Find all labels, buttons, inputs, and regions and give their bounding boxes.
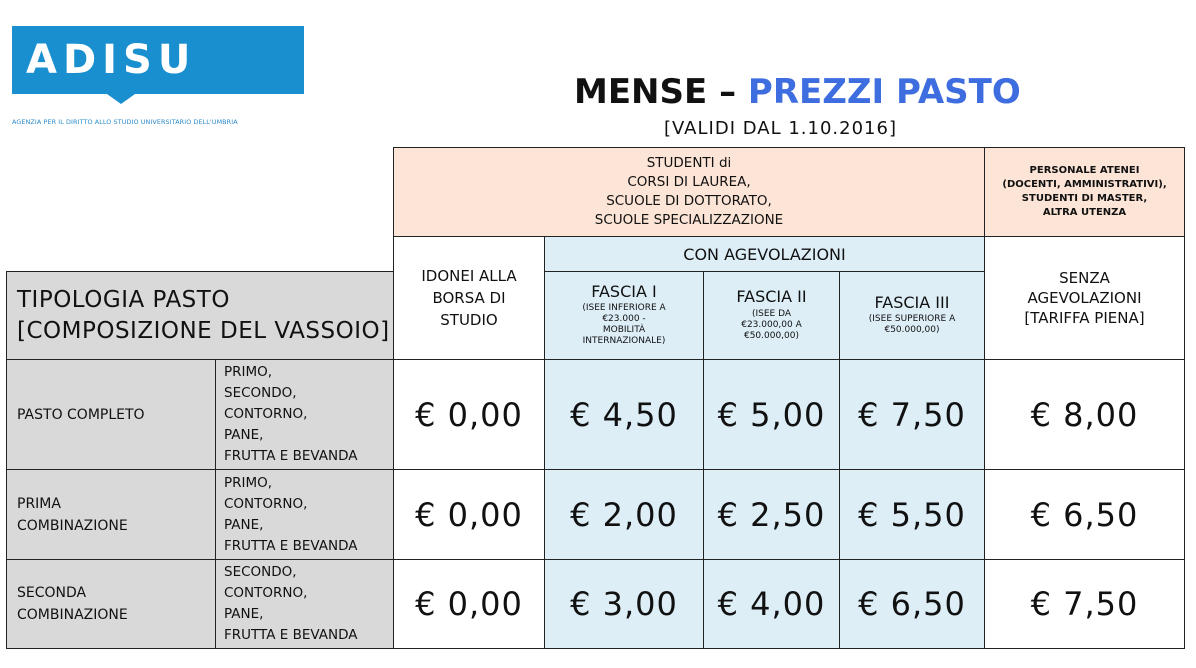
personale-header <box>984 147 1185 237</box>
row-3-name-line-2: COMBINAZIONE <box>17 607 128 623</box>
row-1-comp-5: FRUTTA E BEVANDA <box>224 448 358 464</box>
con-agevolazioni-header: CON AGEVOLAZIONI <box>544 236 985 272</box>
row-2-name-line-1: PRIMA <box>17 495 61 512</box>
row-2-comp-1: PRIMO, <box>224 474 273 491</box>
row-2-comp-3: PANE, <box>224 516 264 533</box>
senza-agevolazioni-header <box>984 236 1185 360</box>
tipologia-line-2: [COMPOSIZIONE DEL VASSOIO] <box>17 317 390 344</box>
row-1-comp-1: PRIMO, <box>224 364 273 380</box>
price-pasto-completo-fascia-1: € 4,50 <box>544 359 704 470</box>
row-3-comp-2: CONTORNO, <box>224 585 308 601</box>
row-1-name-line-1: PASTO COMPLETO <box>17 406 145 423</box>
price-pasto-completo-idonei: € 0,00 <box>393 359 545 470</box>
row-1-comp-2: SECONDO, <box>224 385 297 401</box>
row-composition-prima-combinazione <box>215 469 394 560</box>
personale-line-2: (DOCENTI, AMMINISTRATIVI), <box>1002 179 1167 190</box>
row-2-comp-2: CONTORNO, <box>224 495 308 512</box>
personale-line-3: STUDENTI DI MASTER, <box>1021 193 1148 204</box>
validity-subtitle: [VALIDI DAL 1.10.2016] <box>664 118 897 139</box>
personale-line-4: ALTRA UTENZA <box>1042 207 1127 218</box>
price-prima-combinazione-fascia-2: € 2,50 <box>703 469 840 560</box>
row-name-pasto-completo <box>6 359 216 470</box>
price-pasto-completo-fascia-3: € 7,50 <box>839 359 985 470</box>
row-composition-seconda-combinazione <box>215 559 394 649</box>
title-part-prezzi: PREZZI PASTO <box>747 72 1021 112</box>
row-1-comp-3: CONTORNO, <box>224 406 308 422</box>
students-line-4: SCUOLE SPECIALIZZAZIONE <box>594 212 784 228</box>
fascia-3-desc-1: (ISEE SUPERIORE A <box>868 314 956 325</box>
logo-subtitle: AGENZIA PER IL DIRITTO ALLO STUDIO UNIVERSITARIO DELL'UMBRIA <box>12 118 238 126</box>
fascia-1-name: FASCIA I <box>591 281 657 301</box>
row-3-name-line-1: SECONDA <box>17 585 87 601</box>
senza-line-2: AGEVOLAZIONI <box>1027 289 1142 307</box>
fascia-1-desc-1: (ISEE INFERIORE A <box>582 303 666 314</box>
price-seconda-combinazione-fascia-1: € 3,00 <box>544 559 704 649</box>
price-seconda-combinazione-senza: € 7,50 <box>984 559 1185 649</box>
idonei-line-3: STUDIO <box>440 311 498 329</box>
senza-line-3: [TARIFFA PIENA] <box>1024 309 1145 327</box>
row-3-comp-3: PANE, <box>224 606 264 622</box>
fascia-1-desc-3: MOBILITÀ <box>602 325 646 336</box>
price-prima-combinazione-fascia-3: € 5,50 <box>839 469 985 560</box>
adisu-logo <box>12 26 304 94</box>
fascia-2-name: FASCIA II <box>736 287 807 307</box>
title-part-mense: MENSE – <box>574 72 748 112</box>
students-line-1: STUDENTI di <box>646 155 732 171</box>
row-name-prima-combinazione <box>6 469 216 560</box>
logo-notch-shape <box>107 94 135 104</box>
price-seconda-combinazione-fascia-3: € 6,50 <box>839 559 985 649</box>
fascia-1-desc-4: INTERNAZIONALE) <box>582 336 666 347</box>
fascia-2-desc-2: €23.000,00 A <box>741 319 802 330</box>
fascia-3-name: FASCIA III <box>874 292 950 312</box>
price-pasto-completo-senza: € 8,00 <box>984 359 1185 470</box>
senza-line-1: SENZA <box>1059 269 1110 287</box>
row-2-name-line-2: COMBINAZIONE <box>17 517 128 534</box>
fascia-1-header <box>544 271 704 360</box>
fascia-3-desc-2: €50.000,00) <box>884 325 940 336</box>
price-pasto-completo-fascia-2: € 5,00 <box>703 359 840 470</box>
personale-line-1: PERSONALE ATENEI <box>1029 165 1140 176</box>
row-name-seconda-combinazione <box>6 559 216 649</box>
fascia-2-header <box>703 271 840 360</box>
idonei-header <box>393 236 545 360</box>
price-prima-combinazione-idonei: € 0,00 <box>393 469 545 560</box>
row-2-comp-4: FRUTTA E BEVANDA <box>224 537 358 554</box>
row-3-comp-4: FRUTTA E BEVANDA <box>224 627 358 643</box>
price-prima-combinazione-senza: € 6,50 <box>984 469 1185 560</box>
logo-text: ADISU <box>26 37 197 83</box>
row-3-comp-1: SECONDO, <box>224 564 297 580</box>
students-header <box>393 147 985 237</box>
idonei-line-2: BORSA DI <box>432 289 506 307</box>
students-line-2: CORSI DI LAUREA, <box>627 174 751 190</box>
tipologia-line-1: TIPOLOGIA PASTO <box>17 286 230 313</box>
fascia-2-desc-1: (ISEE DA <box>751 308 792 319</box>
price-seconda-combinazione-fascia-2: € 4,00 <box>703 559 840 649</box>
students-line-3: SCUOLE DI DOTTORATO, <box>606 193 772 209</box>
tipologia-header <box>6 271 394 360</box>
price-prima-combinazione-fascia-1: € 2,00 <box>544 469 704 560</box>
fascia-2-desc-3: €50.000,00) <box>743 330 800 341</box>
fascia-1-desc-2: €23.000 - <box>602 314 646 325</box>
price-seconda-combinazione-idonei: € 0,00 <box>393 559 545 649</box>
page-title <box>574 72 1021 112</box>
idonei-line-1: IDONEI ALLA <box>421 267 517 285</box>
row-1-comp-4: PANE, <box>224 427 264 443</box>
row-composition-pasto-completo <box>215 359 394 470</box>
fascia-3-header <box>839 271 985 360</box>
